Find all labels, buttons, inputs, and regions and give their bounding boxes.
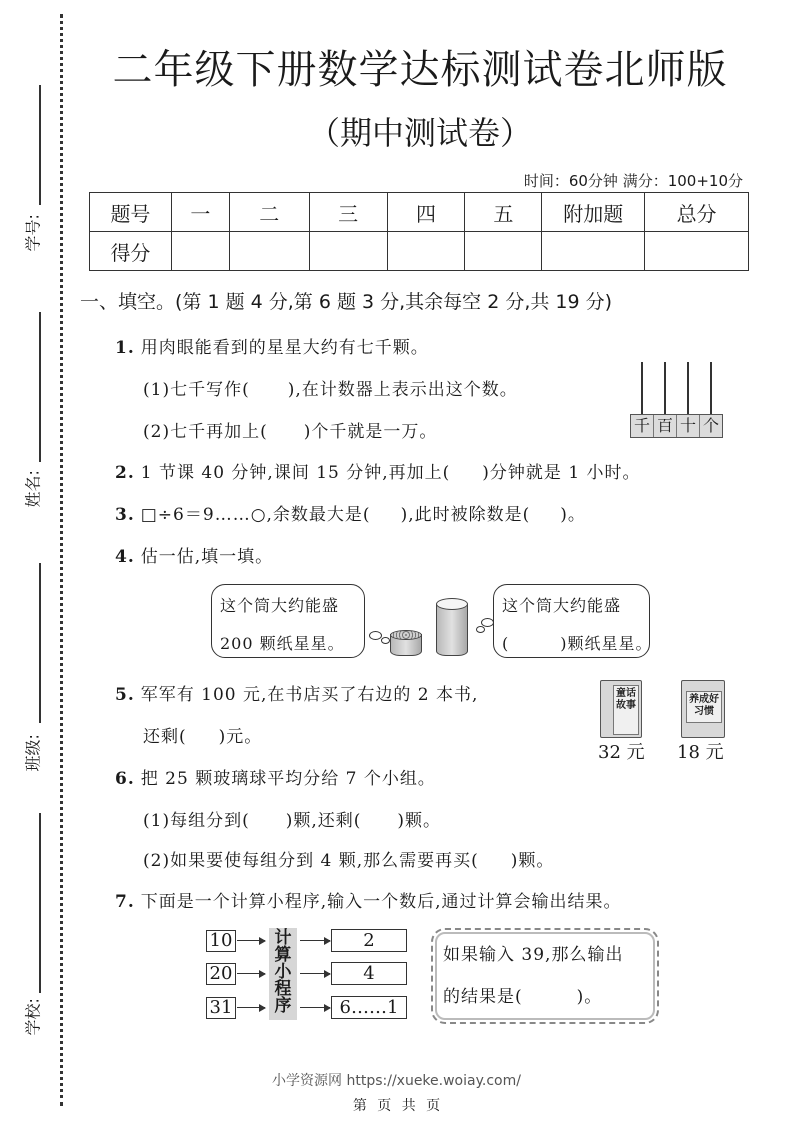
- name-line[interactable]: [39, 312, 41, 462]
- bubble-text[interactable]: ( )颗纸星星。: [502, 634, 653, 653]
- score-cell[interactable]: [645, 232, 749, 271]
- bubble-text: 200 颗纸星星。: [220, 634, 345, 653]
- text: )元。: [218, 727, 263, 747]
- score-cell[interactable]: [387, 232, 465, 271]
- header-cell: 附加题: [542, 193, 645, 232]
- arrow-icon: [300, 973, 330, 974]
- book-good-habits-icon: [681, 680, 725, 738]
- question-number: 2.: [115, 463, 135, 483]
- student-id-label: 学号:: [23, 214, 43, 252]
- arrow-icon: [237, 1007, 265, 1008]
- text: )个千就是一万。: [303, 422, 438, 442]
- score-cell[interactable]: [171, 232, 229, 271]
- bubble-text: 这个筒大约能盛: [220, 596, 340, 615]
- score-row-label: 得分: [90, 232, 172, 271]
- counter-rod: [664, 362, 666, 414]
- school-label: 学校:: [23, 998, 43, 1036]
- text: (1)七千写作(: [143, 380, 250, 400]
- paper-stars-icon: [390, 630, 422, 640]
- question-6: [115, 764, 436, 789]
- counter-rod: [687, 362, 689, 414]
- header-cell: 总分: [645, 193, 749, 232]
- input-box: 31: [206, 997, 236, 1019]
- score-cell[interactable]: [465, 232, 542, 271]
- counter-rod: [641, 362, 643, 414]
- exam-meta: 时间：60分钟 满分：100+10分: [523, 172, 743, 190]
- question-4: [115, 542, 273, 567]
- score-table: [89, 192, 749, 271]
- score-table-header-row: [90, 193, 749, 232]
- text: 1 节课 40 分钟,课间 15 分钟,再加上(: [140, 463, 451, 483]
- header-cell: 一: [171, 193, 229, 232]
- counter-rod: [710, 362, 712, 414]
- book-fairy-tales-icon: [600, 680, 642, 738]
- output-box: 2: [331, 929, 407, 952]
- page-subtitle: （期中测试卷）: [307, 114, 532, 152]
- arrow-icon: [237, 940, 265, 941]
- score-cell[interactable]: [542, 232, 645, 271]
- thought-bubble-right: [493, 584, 653, 658]
- tall-cylinder-icon: [436, 604, 468, 656]
- question-number: 4.: [115, 547, 135, 567]
- question-1: [115, 333, 429, 358]
- text: □÷6＝9……○,余数最大是(: [140, 505, 371, 525]
- student-id-line[interactable]: [39, 85, 41, 205]
- question-5-line-2: [143, 722, 262, 747]
- program-label: 计算小程序: [269, 928, 297, 1020]
- counter-base: [630, 414, 723, 438]
- text: 军军有 100 元,在书店买了右边的 2 本书,: [140, 685, 479, 705]
- text: 把 25 颗玻璃球平均分给 7 个小组。: [140, 769, 436, 789]
- header-cell: 四: [387, 193, 465, 232]
- text: (1)每组分到(: [143, 811, 250, 831]
- class-label: 班级:: [23, 734, 43, 772]
- school-line[interactable]: [39, 813, 41, 993]
- thought-dot: [476, 626, 485, 633]
- text: (2)如果要使每组分到 4 颗,那么需要再买(: [143, 851, 479, 871]
- text: ),此时被除数是(: [400, 505, 531, 525]
- counter-place-thousands: 千: [631, 415, 654, 437]
- thought-dot: [369, 631, 382, 640]
- source-watermark: 小学资源网 https://xueke.woiay.com/: [272, 1073, 521, 1089]
- input-box: 10: [206, 930, 236, 952]
- book-cover-title: 养成好习惯: [686, 691, 722, 723]
- book-price: 32 元: [598, 742, 645, 763]
- question-1-part-1: [143, 375, 518, 400]
- book-price: 18 元: [677, 742, 724, 763]
- score-table-score-row: [90, 232, 749, 271]
- class-line[interactable]: [39, 563, 41, 723]
- text: )颗,还剩(: [285, 811, 362, 831]
- question-text: 用肉眼能看到的星星大约有七千颗。: [140, 338, 429, 358]
- thought-bubble-left: [211, 584, 365, 658]
- counter-place-hundreds: 百: [654, 415, 677, 437]
- text: 估一估,填一填。: [140, 547, 274, 567]
- note-text: 如果输入 39,那么输出: [443, 945, 624, 965]
- question-6-part-2: [143, 846, 554, 871]
- thought-dot: [381, 637, 390, 644]
- text: 还剩(: [143, 727, 187, 747]
- question-2: [115, 458, 641, 483]
- counter-place-tens: 十: [677, 415, 700, 437]
- score-cell[interactable]: [229, 232, 309, 271]
- text: )颗。: [510, 851, 555, 871]
- tall-cylinder-top: [436, 598, 468, 610]
- arrow-icon: [300, 940, 330, 941]
- text: 下面是一个计算小程序,输入一个数后,通过计算会输出结果。: [140, 892, 622, 912]
- arrow-icon: [237, 973, 265, 974]
- name-label: 姓名:: [23, 470, 43, 508]
- question-7: [115, 887, 622, 912]
- section-heading: 一、填空。(第 1 题 4 分,第 6 题 3 分,其余每空 2 分,共 19 分): [80, 291, 613, 313]
- header-cell: 三: [309, 193, 387, 232]
- output-box: 4: [331, 962, 407, 985]
- text: ),在计数器上表示出这个数。: [287, 380, 518, 400]
- arrow-icon: [300, 1007, 330, 1008]
- question-number: 3.: [115, 505, 135, 525]
- text: )。: [560, 505, 586, 525]
- page-number: 第 页 共 页: [352, 1098, 441, 1114]
- book-cover-title: 童话故事: [613, 685, 639, 735]
- question-number: 6.: [115, 769, 135, 789]
- question-3: [115, 500, 586, 525]
- question-7-note: [431, 928, 659, 1024]
- bubble-text: 这个筒大约能盛: [502, 596, 622, 615]
- output-box: 6……1: [331, 996, 407, 1019]
- score-cell[interactable]: [309, 232, 387, 271]
- header-cell: 五: [465, 193, 542, 232]
- question-number: 1.: [115, 338, 135, 358]
- counter-place-ones: 个: [702, 416, 719, 435]
- header-cell: 二: [229, 193, 309, 232]
- text: (2)七千再加上(: [143, 422, 268, 442]
- binding-dotted-line: [60, 14, 63, 1106]
- text: )分钟就是 1 小时。: [482, 463, 641, 483]
- note-text[interactable]: 的结果是( )。: [443, 987, 603, 1007]
- question-6-part-1: [143, 806, 441, 831]
- question-number: 5.: [115, 685, 135, 705]
- header-cell: 题号: [90, 193, 172, 232]
- input-box: 20: [206, 963, 236, 985]
- text: )颗。: [397, 811, 442, 831]
- question-number: 7.: [115, 892, 135, 912]
- question-1-part-2: [143, 417, 437, 442]
- question-5: [115, 680, 478, 705]
- page-title: 二年级下册数学达标测试卷北师版: [112, 47, 728, 93]
